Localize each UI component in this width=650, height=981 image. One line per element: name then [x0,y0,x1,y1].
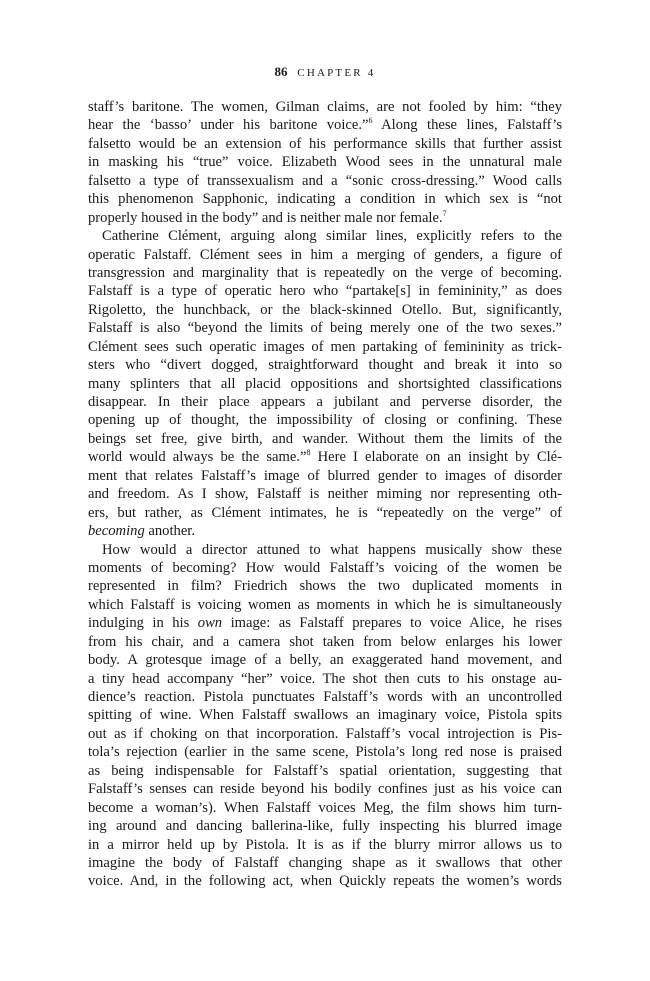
footnote-marker: 8 [306,448,311,458]
text-line: dience’s reaction. Pistola punctuates Falstaff’s words with an uncontrolled [88,689,562,705]
text-line: ers, but rather, as Clément intimates, he is “repeatedly on the verge” of [88,504,562,521]
text-line: ment that relates Falstaff’s image of blurred gender to images of disorder [88,467,562,484]
text-line: staff’s baritone. The women, Gilman claims, are not fooled by him: “they [88,99,562,115]
text-line: Clément sees such operatic images of men partaking of femininity as trick- [88,338,562,355]
text-line: and freedom. As I show, Falstaff is neither miming nor representing oth- [88,486,562,503]
body-text [88,98,562,891]
text-line: Catherine Clément, arguing along similar lines, explicitly refers to the [102,228,562,245]
running-head [88,64,562,80]
text-line: beings set free, give birth, and wander. Without them the limits of the [88,430,562,447]
emphasis-text: own [197,615,223,632]
text-line: falsetto a type of transsexualism and a “sonic cross-dressing.” Wood calls [88,172,562,189]
text-line: hear the ‘basso’ under his baritone voice.”$^6$ Along these lines, Falstaff’s [88,116,562,134]
footnote-marker: 6 [368,116,373,126]
chapter-label: CHAPTER 4 [297,67,376,79]
text-line: in masking his “true” voice. Elizabeth Wood sees in the unnatural male [88,154,562,171]
text-line: in a mirror held up by Pistola. It is as if the blurry mirror allows us to [88,836,562,853]
text-line: sters who “divert dogged, straightforward thought and break it into so [88,357,562,374]
text-line: imagine the body of Falstaff changing shape as it swallows that other [88,854,562,871]
text-line: disappear. In their place appears a jubilant and perverse disorder, the [88,394,562,410]
text-line: as being indispensable for Falstaff’s spatial orientation, suggesting that [88,762,562,779]
text-line: out as if choking on that incorporation. Falstaff’s vocal introjection is Pis- [88,725,562,742]
footnote-marker: 7 [442,208,447,218]
text-line: operatic Falstaff. Clément sees in him a merging of genders, a figure of [88,246,562,263]
text-line: spitting of wine. When Falstaff swallows an imaginary voice, Pistola spits [88,707,562,724]
text-line: Rigoletto, the hunchback, or the black-skinned Otello. But, significantly, [88,301,562,318]
text-line: tola’s rejection (earlier in the same scene, Pistola’s long red nose is praised [88,744,562,761]
text-line: represented in film? Friedrich shows the two duplicated moments in [88,578,562,595]
text-line: voice. And, in the following act, when Quickly repeats the women’s words [88,873,562,890]
page-number: 86 [274,64,288,79]
text-line: How would a director attuned to what happens musically show these [102,541,562,558]
text-line: Falstaff is a type of operatic hero who “partake[s] in femininity,” as does [88,283,562,300]
text-line: a tiny head accompany “her” voice. The shot then cuts to his onstage au- [88,670,562,687]
text-line: Falstaff is also “beyond the limits of being merely one of the two sexes.” [88,320,562,337]
text-line: many splinters that all placid oppositions and shortsighted classifications [88,375,562,392]
emphasis-text: becoming [88,523,145,540]
text-line: which Falstaff is voicing women as moments in which he is simultaneously [88,596,562,613]
text-line: from his chair, and a camera shot taken from below enlarges his lower [88,633,562,650]
text-line: properly housed in the body” and is neither male nor female.$^7$ [88,208,447,226]
text-line: become a woman’s). When Falstaff voices Meg, the film shows him turn- [88,799,562,816]
text-line: indulging in his own image: as Falstaff prepares to voice Alice, he rises [88,615,562,632]
text-line: transgression and marginality that is repeatedly on the verge of becoming. [88,264,562,281]
text-line: opening up of thought, the impossibility of closing or confining. These [88,412,562,429]
text-line: Falstaff’s senses can reside beyond his bodily confines just as his voice can [88,781,562,798]
text-line: becoming another. [88,523,196,540]
text-line: ing around and dancing ballerina-like, fully inspecting his blurred image [88,818,562,835]
text-line: falsetto would be an extension of his performance skills that further assist [88,135,562,152]
text-line: this phenomenon Sapphonic, indicating a condition in which sex is “not [88,191,562,208]
text-line: world would always be the same.”$^8$ Here I elaborate on an insight by Clé- [88,448,562,466]
text-line: moments of becoming? How would Falstaff’s voicing of the women be [88,559,562,576]
text-line: body. A grotesque image of a belly, an exaggerated hand movement, and [88,652,562,669]
